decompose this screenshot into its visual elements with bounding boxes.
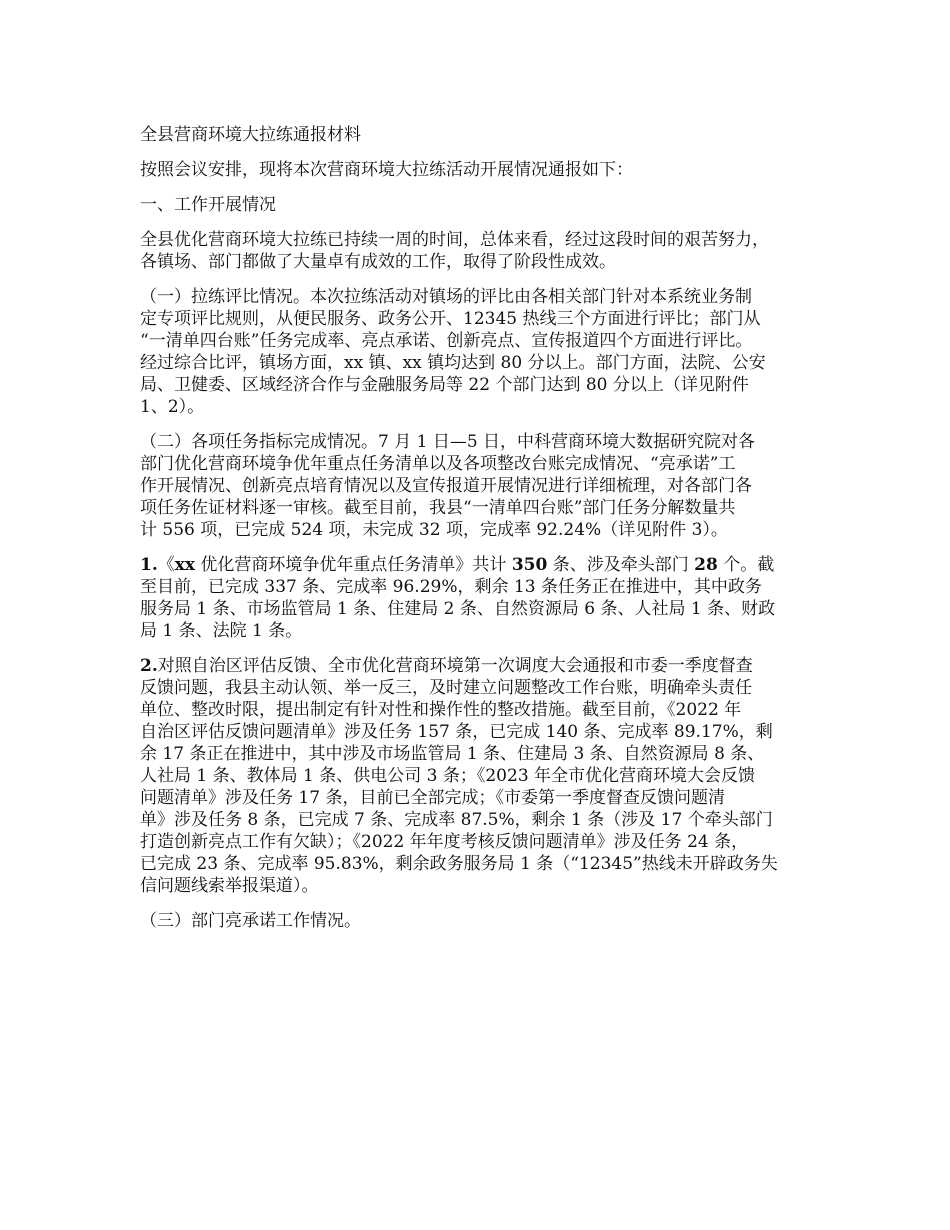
text-line (140, 699, 860, 721)
text-line (140, 229, 860, 251)
text-line (140, 396, 860, 418)
text-line (140, 554, 860, 576)
document-body (140, 124, 860, 945)
text-line (140, 787, 860, 809)
paragraph-item-2 (140, 655, 860, 897)
text-segment: 局、卫健委、区域经济合作与金融服务局等 22 个部门达到 80 分以上（详见附件 (140, 375, 749, 395)
text-line (140, 330, 860, 352)
text-segment: 项任务佐证材料逐一审核。截至目前，我县“一清单四台账”部门任务分解数量共 (140, 498, 736, 518)
text-line (140, 374, 860, 396)
paragraph-intro (140, 159, 860, 181)
text-segment: “一清单四台账”任务完成率、亮点承诺、创新亮点、宣传报道四个方面进行评比。 (140, 331, 753, 351)
text-line (140, 352, 860, 374)
text-segment: 全县营商环境大拉练通报材料 (140, 125, 361, 145)
paragraph-subsection-3 (140, 910, 860, 932)
text-line (140, 831, 860, 853)
text-line (140, 910, 860, 932)
text-line (140, 251, 860, 273)
paragraph-section-1-heading (140, 194, 860, 216)
paragraph-title (140, 124, 860, 146)
paragraph-overview (140, 229, 860, 273)
paragraph-subsection-2 (140, 431, 860, 541)
bold-text: 28 (694, 555, 718, 575)
paragraph-subsection-1 (140, 286, 860, 418)
text-line (140, 519, 860, 541)
text-segment: 至目前，已完成 337 条、完成率 96.29%，剩余 13 条任务正在推进中，其中政务 (140, 577, 762, 597)
text-segment: （三）部门亮承诺工作情况。 (140, 911, 361, 931)
text-segment: 定专项评比规则，从便民服务、政务公开、12345 热线三个方面进行评比；部门从 (140, 309, 761, 329)
text-segment: 个。截 (717, 555, 775, 575)
text-line (140, 721, 860, 743)
paragraph-item-1 (140, 554, 860, 642)
text-segment: 单》涉及任务 8 条，已完成 7 条、完成率 87.5%，剩余 1 条（涉及 17 个牵头部门 (140, 810, 773, 830)
text-line (140, 620, 860, 642)
text-segment: （二）各项任务指标完成情况。7 月 1 日—5 日，中科营商环境大数据研究院对各 (140, 432, 756, 452)
text-segment: 已完成 23 条、完成率 95.83%，剩余政务服务局 1 条（“12345”热线未开辟政务失 (140, 854, 778, 874)
text-segment: 打造创新亮点工作有欠缺）；《2022 年年度考核反馈问题清单》涉及任务 24 条， (140, 832, 749, 852)
text-segment: 反馈问题，我县主动认领、举一反三，及时建立问题整改工作台账，明确牵头责任 (140, 678, 752, 698)
text-segment: 各镇场、部门都做了大量卓有成效的工作，取得了阶段性成效。 (140, 252, 616, 272)
text-line (140, 765, 860, 787)
text-line (140, 497, 860, 519)
bold-text: 2. (140, 656, 158, 676)
text-line (140, 124, 860, 146)
text-line (140, 655, 860, 677)
text-line (140, 194, 860, 216)
text-line (140, 308, 860, 330)
text-segment: 1、2）。 (140, 397, 205, 417)
text-line (140, 743, 860, 765)
text-segment: 信问题线索举报渠道）。 (140, 876, 319, 896)
bold-text: xx (174, 555, 196, 575)
text-segment: （一）拉练评比情况。本次拉练活动对镇场的评比由各相关部门针对本系统业务制 (140, 287, 752, 307)
text-segment: 局 1 条、法院 1 条。 (140, 621, 303, 641)
text-segment: 按照会议安排，现将本次营商环境大拉练活动开展情况通报如下： (140, 160, 633, 180)
text-line (140, 475, 860, 497)
text-line (140, 809, 860, 831)
text-segment: 余 17 条正在推进中，其中涉及市场监管局 1 条、住建局 3 条、自然资源局 8 条、 (140, 744, 765, 764)
text-segment: 问题清单》涉及任务 17 条，目前已全部完成；《市委第一季度督查反馈问题清 (140, 788, 725, 808)
text-segment: 对照自治区评估反馈、全市优化营商环境第一次调度大会通报和市委一季度督查 (157, 656, 753, 676)
text-segment: 单位、整改时限，提出制定有针对性和操作性的整改措施。截至目前，《2022 年 (140, 700, 742, 720)
text-segment: 《 (157, 555, 175, 575)
text-line (140, 576, 860, 598)
text-line (140, 453, 860, 475)
text-line (140, 286, 860, 308)
bold-text: 1. (140, 555, 158, 575)
text-line (140, 677, 860, 699)
text-line (140, 875, 860, 897)
text-segment: 自治区评估反馈问题清单》涉及任务 157 条，已完成 140 条、完成率 89.17%，剩 (140, 722, 773, 742)
text-segment: 服务局 1 条、市场监管局 1 条、住建局 2 条、自然资源局 6 条、人社局 1 条、财政 (140, 599, 776, 619)
text-line (140, 853, 860, 875)
bold-text: 350 (511, 555, 548, 575)
text-segment: 经过综合比评，镇场方面，xx 镇、xx 镇均达到 80 分以上。部门方面，法院、公安 (140, 353, 766, 373)
text-segment: 作开展情况、创新亮点培育情况以及宣传报道开展情况进行详细梳理，对各部门各 (140, 476, 752, 496)
text-line (140, 159, 860, 181)
text-segment: 全县优化营商环境大拉练已持续一周的时间，总体来看，经过这段时间的艰苦努力， (140, 230, 769, 250)
text-line (140, 598, 860, 620)
text-segment: 一、工作开展情况 (140, 195, 276, 215)
text-line (140, 431, 860, 453)
text-segment: 条、涉及牵头部门 (547, 555, 695, 575)
text-segment: 部门优化营商环境争优年重点任务清单以及各项整改台账完成情况、“亮承诺”工 (140, 454, 736, 474)
text-segment: 人社局 1 条、教体局 1 条、供电公司 3 条；《2023 年全市优化营商环境大会反馈 (140, 766, 756, 786)
text-segment: 优化营商环境争优年重点任务清单》共计 (195, 555, 512, 575)
text-segment: 计 556 项，已完成 524 项，未完成 32 项，完成率 92.24%（详见附件 3）。 (140, 520, 728, 540)
